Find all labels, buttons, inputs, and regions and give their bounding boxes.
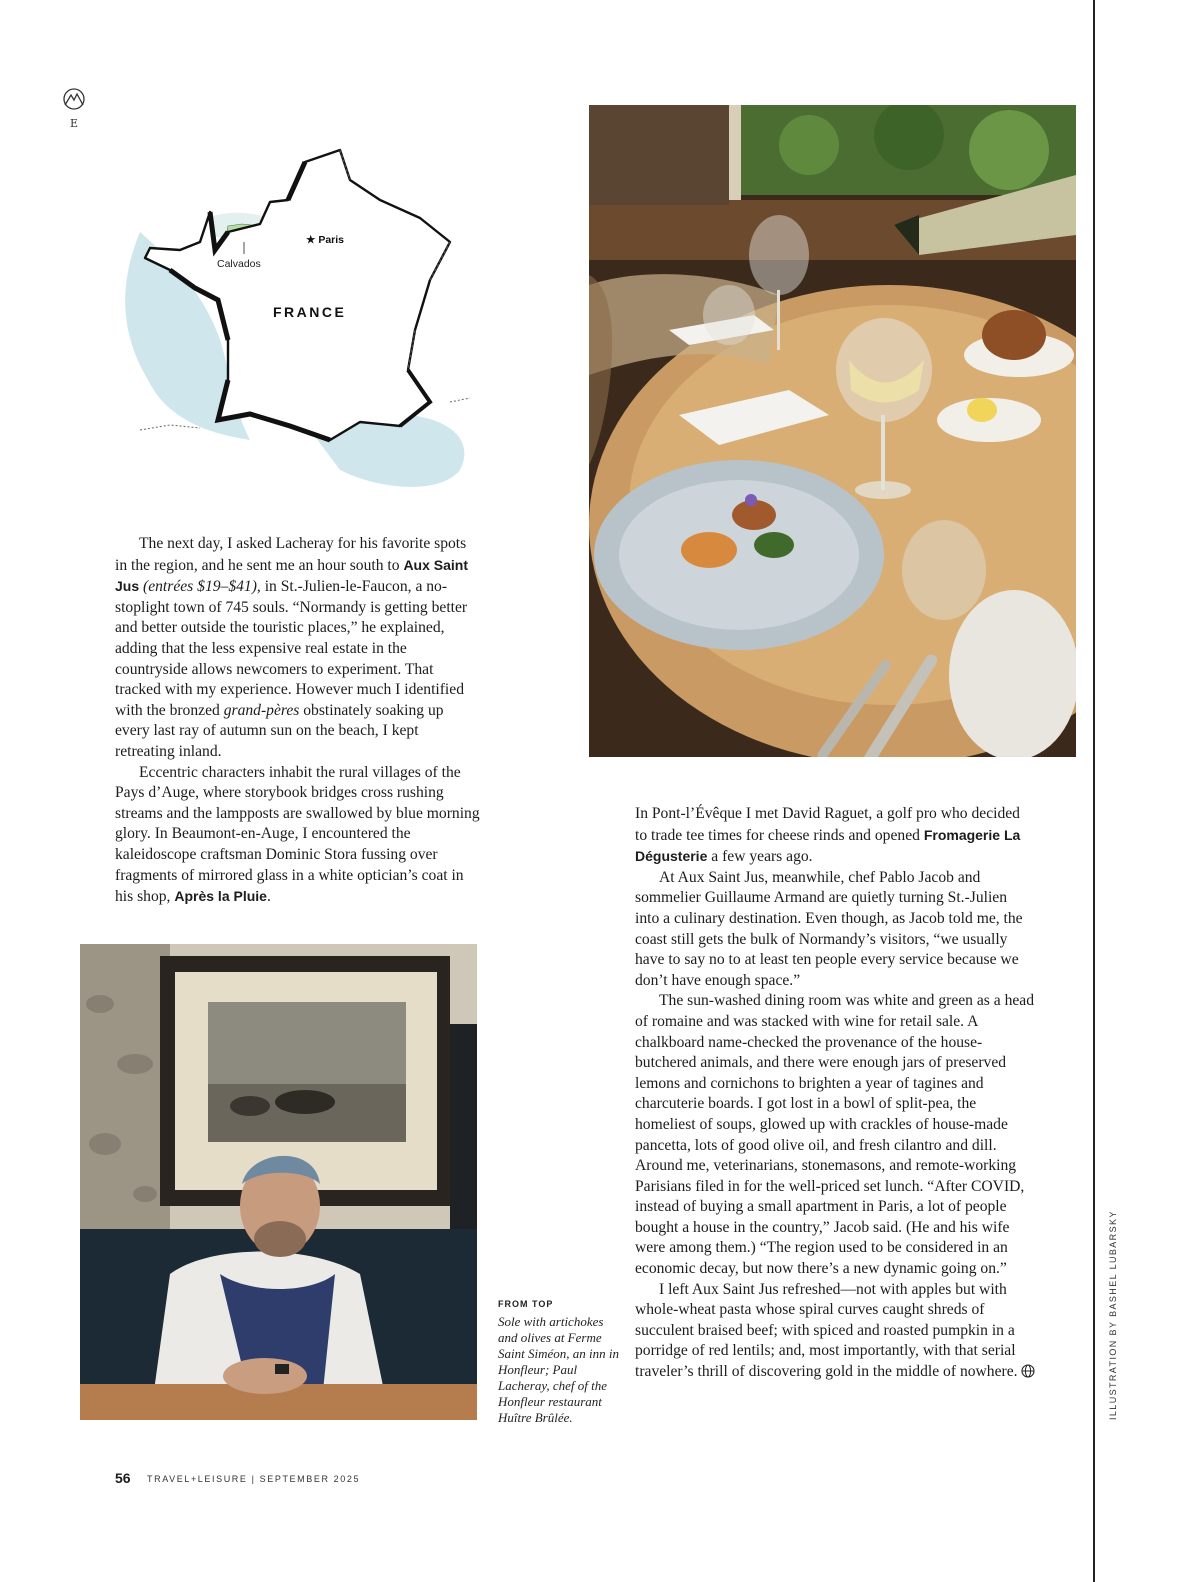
article-paragraph — [635, 804, 1035, 868]
france-map-illustration — [110, 140, 480, 510]
magazine-logo — [60, 88, 88, 130]
article-paragraph — [635, 991, 1035, 1279]
vertical-page-rule — [1093, 0, 1095, 1582]
map-label-paris: ★ Paris — [306, 234, 345, 246]
photo-caption — [498, 1296, 623, 1426]
mountain-logo-icon — [62, 88, 86, 110]
credit-text: ILLUSTRATION BY BASHEL LUBARSKY — [1108, 1210, 1118, 1420]
venue-name: Après la Pluie — [174, 888, 267, 905]
caption-text: Sole with artichokes and olives at Ferme Saint Siméon, an inn in Honfleur; Paul Lacheray, chef of the Honfleur restaurant Huître Brûlée. — [498, 1314, 619, 1425]
text-run: The sun-washed dining room was white and green as a head of romaine and was stacked with wine for retail sale. A chalkboard name-checked the provenance of the house-butchered animals, and there were enough jars of preserved lemons and cornichons to brighten a year of tagines and charcuterie boards. I got lost in a bowl of split-pea, the homeliest of soups, glowed up with crackles of house-made pancetta, lots of good olive oil, and fresh cilantro and dill. Around me, veterinarians, stonemasons, and remote-working Parisians filed in for the well-priced set lunch. “After COVID, instead of buying a small apartment in Paris, a lot of people bought a house in the country,” Jacob said. (He and his wife were among them.) “The region used to be considered in an economic decay, but now there’s a new dynamic going on.” — [635, 992, 1035, 1278]
venue-name: Fromagerie La Dégusterie — [635, 826, 1021, 865]
globe-end-icon — [1021, 1364, 1035, 1378]
map-label-france: FRANCE — [273, 304, 347, 320]
text-run: I left Aux Saint Jus refreshed—not with apples but with whole-wheat pasta whose spiral curves caught shreds of succulent braised beef; with spiced and roasted pumpkin in a porridge of red lentils; and, most importantly, with that serial traveler’s thrill of discovering gold in the middle of nowhere. — [635, 1280, 1018, 1381]
article-paragraph — [635, 868, 1035, 992]
text-run: a few years ago. — [707, 848, 813, 866]
map-label-calvados: Calvados — [217, 258, 261, 270]
text-run: At Aux Saint Jus, meanwhile, chef Pablo Jacob and sommelier Guillaume Armand are quietly turning St.-Julien into a culinary destination. Even though, as Jacob told me, the coast still gets the bulk of Normandy’s visitors, “we usually have to say no to at least ten people every service because we don’t have enough space.” — [635, 868, 1023, 989]
text-run: The next day, I asked Lacheray for his favorite spots in the region, and he sent me an hour south to — [115, 535, 467, 574]
article-column-2 — [635, 804, 1035, 1383]
article-column-1 — [115, 534, 480, 908]
photo-chef-portrait — [80, 944, 477, 1420]
article-paragraph — [635, 1280, 1035, 1383]
text-run: obstinately soaking up every last ray of autumn sun on the beach, I kept retreating inland. — [115, 701, 444, 760]
page-number: 56 — [115, 1470, 131, 1486]
italic-text: grand-pères — [223, 701, 300, 719]
illustration-credit — [1108, 1210, 1120, 1420]
italic-text: (entrées $19–$41), — [139, 578, 261, 596]
logo-letter: E — [69, 117, 79, 130]
text-run: in St.-Julien-le-Faucon, a no-stoplight town of 745 souls. “Normandy is getting better and better outside the touristic places,” he explained, adding that the less expensive real estate in the countryside allows newcomers to experiment. That tracked with my experience. However much I identified with the bronzed — [115, 578, 468, 719]
caption-label: FROM TOP — [498, 1299, 554, 1309]
article-paragraph — [115, 763, 480, 908]
text-run: Eccentric characters inhabit the rural villages of the Pays d’Auge, where storybook bridges cross rushing streams and the lampposts are swallowed by blue morning glory. In Beaumont-en-Auge, I encountered the kaleidoscope craftsman Dominic Stora fussing over fragments of mirrored glass in a white optician’s coat in his shop, — [115, 763, 480, 906]
publication-line: TRAVEL+LEISURE | SEPTEMBER 2025 — [147, 1474, 361, 1484]
venue-name: Aux Saint Jus — [115, 556, 469, 595]
text-run: . — [266, 888, 271, 906]
text-run: In Pont-l’Évêque I met David Raguet, a golf pro who decided to trade tee times for cheese rinds and opened — [635, 805, 1020, 844]
photo-sole-dish — [589, 105, 1076, 757]
article-paragraph — [115, 534, 480, 763]
